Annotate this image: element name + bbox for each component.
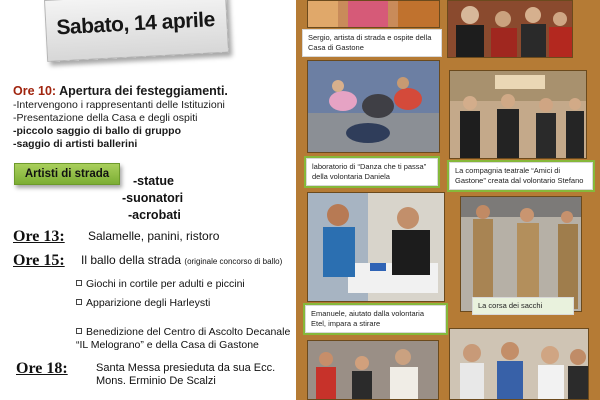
caption-corsa-sacchi: La corsa dei sacchi — [472, 297, 574, 315]
photo-compagnia — [449, 70, 587, 159]
caption-sergio: Sergio, artista di strada e ospite della Casa di Gastone — [302, 29, 442, 57]
ore15-note: (originale concorso di ballo) — [184, 257, 283, 266]
photo-audience — [447, 0, 573, 58]
ore15-bullet-1: Giochi in cortile per adulti e piccini — [76, 278, 245, 291]
ore18-text: Santa Messa presieduta da sua Ecc. Mons. Erminio De Scalzi — [96, 362, 276, 387]
artisti-di-strada-box: Artisti di strada — [14, 163, 120, 185]
photo-corsa-sacchi — [460, 196, 582, 312]
ore18-heading: Ore 18: — [16, 360, 68, 377]
checkbox-square-icon — [76, 280, 82, 286]
photo-gruppo — [449, 328, 589, 400]
date-text: Sabato, 14 aprile — [55, 8, 216, 40]
ore15-bullet-3: Benedizione del Centro di Ascolto Decanale “IL Melograno” e della Casa di Gastone — [76, 326, 291, 351]
ore10-line-4: -saggio di artisti ballerini — [13, 138, 138, 150]
artisti-item-statue: -statue — [133, 174, 174, 188]
photo-laboratorio — [307, 60, 440, 153]
ore15-bullet-2: Apparizione degli Harleysti — [76, 297, 210, 310]
checkbox-square-icon — [76, 299, 82, 305]
ore13-heading: Ore 13: — [13, 228, 65, 245]
photo-emanuele — [307, 192, 445, 302]
caption-laboratorio: laboratorio di “Danza che ti passa” della volontaria Daniela — [306, 158, 438, 186]
ore10-line-2: -Presentazione della Casa e degli ospiti — [13, 112, 198, 124]
caption-compagnia: La compagnia teatrale “Amici di Gastone” creata dal volontario Stefano — [449, 162, 593, 190]
artisti-item-suonatori: -suonatori — [122, 191, 184, 205]
ore13-text: Salamelle, panini, ristoro — [88, 229, 220, 243]
caption-emanuele: Emanuele, aiutato dalla volontaria Etel, impara a stirare — [305, 305, 446, 333]
photo-sergio — [307, 0, 440, 28]
ore15-heading: Ore 15: — [13, 252, 65, 269]
date-banner — [44, 0, 229, 62]
ore10-line-3: -piccolo saggio di ballo di gruppo — [13, 125, 181, 137]
ore15-text: Il ballo della strada (originale concorso di ballo) — [81, 253, 283, 267]
artisti-item-acrobati: -acrobati — [128, 208, 181, 222]
ore10-line-1: -Intervengono i rappresentanti delle Istituzioni — [13, 99, 225, 111]
ore10-heading: Ore 10: Apertura dei festeggiamenti. — [13, 84, 228, 98]
checkbox-square-icon — [76, 328, 82, 334]
photo-messa — [307, 340, 439, 400]
